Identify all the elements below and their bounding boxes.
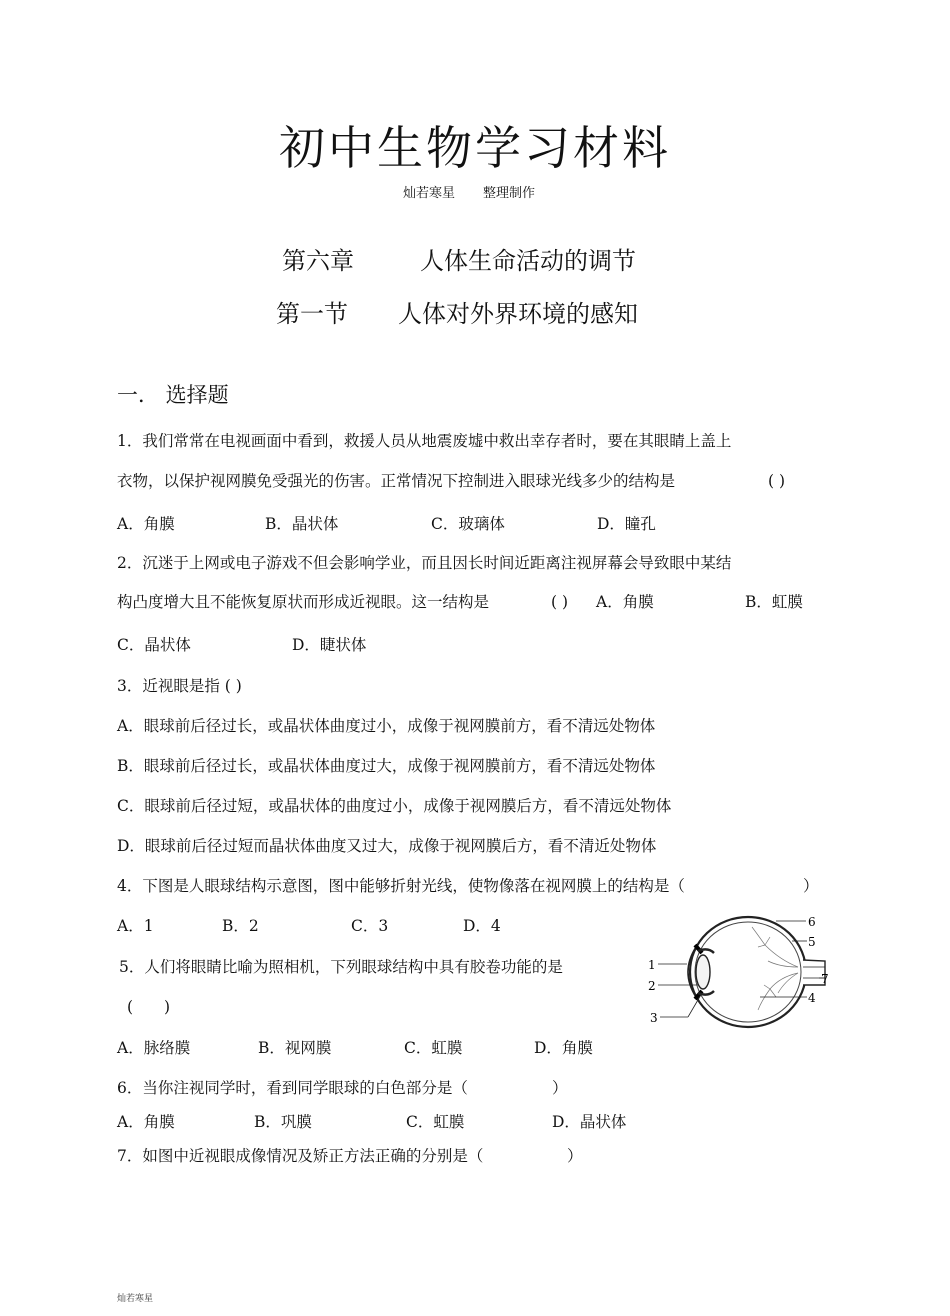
eye-label-1: 1 [648, 958, 656, 972]
q4-answer-paren-close: ） [803, 877, 819, 895]
section-number: 第一节 [276, 300, 348, 328]
section-name: 人体对外界环境的感知 [398, 300, 638, 328]
q4-option-d: D．4 [463, 917, 501, 935]
q4-option-c: C．3 [351, 917, 389, 935]
q6-option-a: A．角膜 [117, 1113, 175, 1131]
q2-option-c: C．晶状体 [117, 636, 191, 654]
eye-structure-diagram [640, 905, 840, 1030]
q6-text: 6．当你注视同学时，看到同学眼球的白色部分是（ [117, 1079, 468, 1097]
q1-option-a: A．角膜 [117, 515, 175, 533]
q5-answer-paren: ( ) [127, 998, 171, 1016]
q1-option-c: C．玻璃体 [431, 515, 505, 533]
q2-text-line1: 2．沉迷于上网或电子游戏不但会影响学业，而且因长时间近距离注视屏幕会导致眼中某结 [117, 554, 732, 572]
q1-answer-paren: ( ) [768, 472, 786, 490]
q5-option-b: B．视网膜 [258, 1039, 332, 1057]
chapter-number: 第六章 [282, 247, 354, 275]
part-title: 一． 选择题 [117, 383, 229, 407]
eye-label-7: 7 [821, 972, 829, 986]
q4-option-b: B．2 [222, 917, 259, 935]
q2-answer-paren: ( ) [551, 593, 569, 611]
q3-option-d: D．眼球前后径过短而晶状体曲度又过大，成像于视网膜后方，看不清近处物体 [117, 837, 657, 855]
q2-option-d: D．睫状体 [292, 636, 367, 654]
q7-answer-paren-close: ） [567, 1147, 583, 1165]
made-by-label: 整理制作 [483, 186, 536, 201]
q2-option-a: A．角膜 [596, 593, 654, 611]
eye-label-2: 2 [648, 979, 656, 993]
eye-blood-vessels [752, 927, 798, 1010]
q6-option-b: B．巩膜 [254, 1113, 312, 1131]
q3-option-c: C．眼球前后径过短，或晶状体的曲度过小，成像于视网膜后方，看不清远处物体 [117, 797, 672, 815]
q3-option-a: A．眼球前后径过长，或晶状体曲度过小，成像于视网膜前方，看不清远处物体 [117, 717, 656, 735]
q2-option-b: B．虹膜 [745, 593, 803, 611]
q5-text: 5．人们将眼睛比喻为照相机，下列眼球结构中具有胶卷功能的是 [119, 958, 563, 976]
q1-option-b: B．晶状体 [265, 515, 339, 533]
q6-option-d: D．晶状体 [552, 1113, 627, 1131]
eye-label-5: 5 [808, 935, 816, 949]
author-name: 灿若寒星 [403, 186, 456, 201]
q1-text-line2: 衣物，以保护视网膜免受强光的伤害。正常情况下控制进入眼球光线多少的结构是 [117, 472, 676, 490]
q5-option-d: D．角膜 [534, 1039, 593, 1057]
q3-option-b: B．眼球前后径过长，或晶状体曲度过大，成像于视网膜前方，看不清远处物体 [117, 757, 656, 775]
q1-option-d: D．瞳孔 [597, 515, 656, 533]
document-title: 初中生物学习材料 [279, 121, 671, 175]
q6-option-c: C．虹膜 [406, 1113, 465, 1131]
q4-text: 4．下图是人眼球结构示意图，图中能够折射光线，使物像落在视网膜上的结构是（ [117, 877, 685, 895]
q5-option-c: C．虹膜 [404, 1039, 463, 1057]
eye-label-4: 4 [808, 991, 816, 1005]
footer-text: 灿若寒星 [117, 1294, 154, 1304]
q4-option-a: A．1 [117, 917, 154, 935]
eye-lens [696, 955, 710, 989]
chapter-name: 人体生命活动的调节 [420, 247, 636, 275]
q5-option-a: A．脉络膜 [117, 1039, 191, 1057]
q2-text-line2: 构凸度增大且不能恢复原状而形成近视眼。这一结构是 [117, 593, 490, 611]
q6-answer-paren-close: ） [552, 1079, 568, 1097]
eye-label-6: 6 [808, 915, 816, 929]
eye-leader-lines [658, 921, 825, 1017]
q7-text: 7．如图中近视眼成像情况及矫正方法正确的分别是（ [117, 1147, 484, 1165]
eye-label-3: 3 [650, 1011, 658, 1025]
q3-text: 3．近视眼是指 ( ) [117, 677, 242, 695]
q1-text-line1: 1．我们常常在电视画面中看到，救援人员从地震废墟中救出幸存者时，要在其眼睛上盖上 [117, 432, 732, 450]
eye-retina [695, 922, 801, 1022]
